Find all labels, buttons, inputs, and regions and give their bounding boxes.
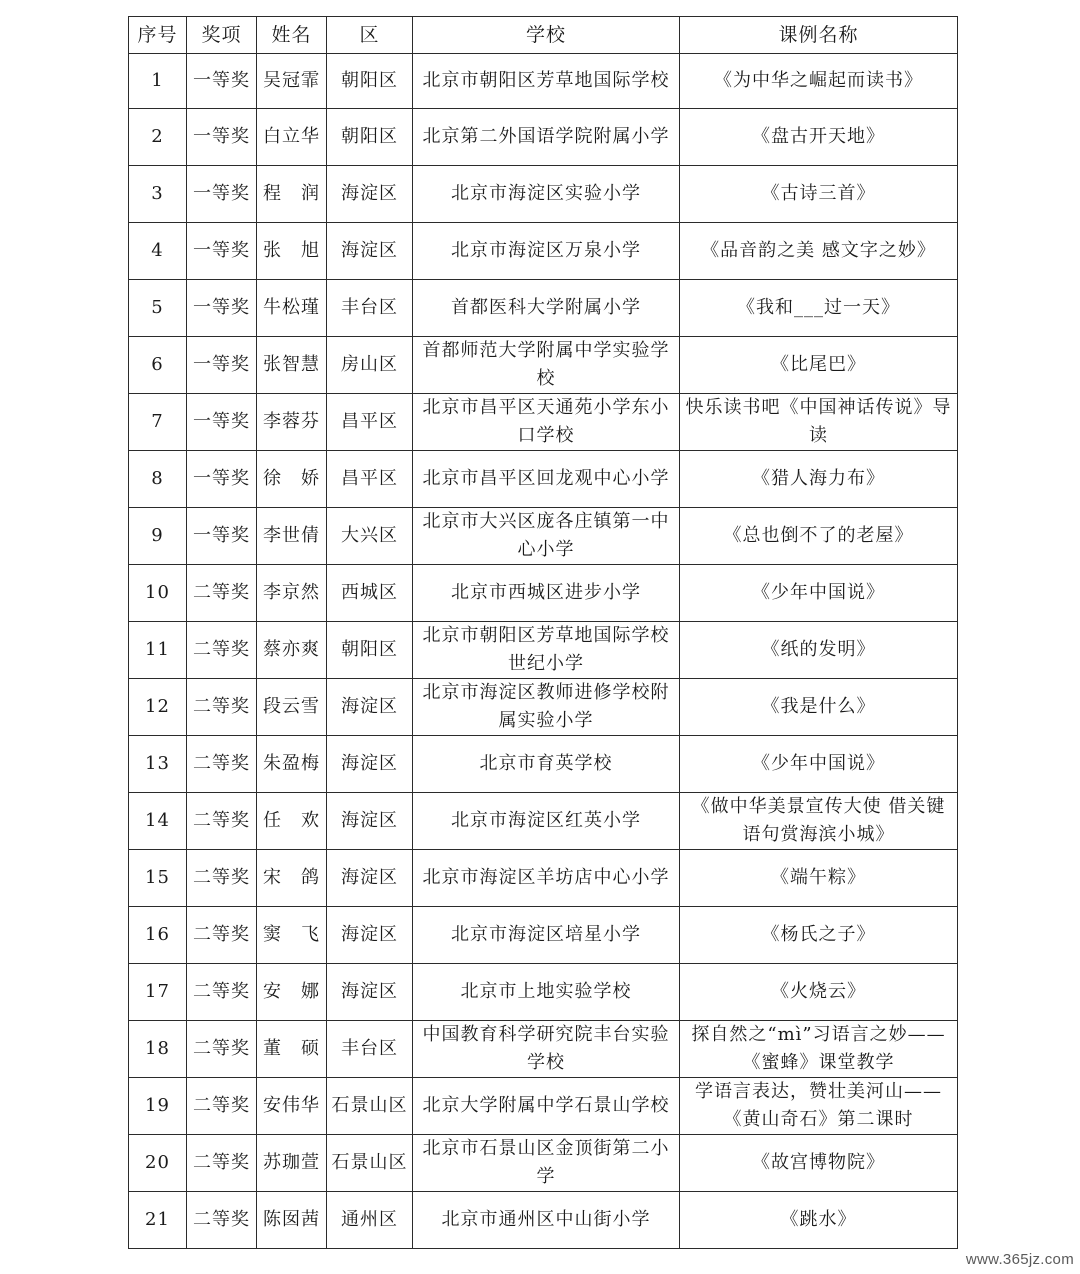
cell-name: 苏珈萱 [257, 1135, 327, 1192]
cell-district: 房山区 [327, 337, 413, 394]
header-school: 学校 [413, 17, 680, 54]
cell-name: 徐 娇 [257, 451, 327, 508]
cell-name: 安 娜 [257, 964, 327, 1021]
table-row [129, 565, 958, 622]
cell-lesson-title: 探自然之“mì”习语言之妙——《蜜蜂》课堂教学 [680, 1021, 958, 1078]
cell-serial: 14 [129, 793, 187, 850]
table-row [129, 337, 958, 394]
cell-district: 朝阳区 [327, 54, 413, 109]
cell-serial: 16 [129, 907, 187, 964]
header-award: 奖项 [187, 17, 257, 54]
cell-school: 北京市石景山区金顶街第二小学 [413, 1135, 680, 1192]
cell-district: 海淀区 [327, 850, 413, 907]
cell-school: 北京市海淀区羊坊店中心小学 [413, 850, 680, 907]
cell-award: 一等奖 [187, 337, 257, 394]
cell-award: 二等奖 [187, 679, 257, 736]
table-row [129, 679, 958, 736]
cell-award: 一等奖 [187, 109, 257, 166]
cell-serial: 6 [129, 337, 187, 394]
table-row [129, 964, 958, 1021]
cell-district: 石景山区 [327, 1135, 413, 1192]
cell-lesson-title: 《品音韵之美 感文字之妙》 [680, 223, 958, 280]
cell-award: 二等奖 [187, 793, 257, 850]
cell-award: 一等奖 [187, 166, 257, 223]
cell-award: 一等奖 [187, 223, 257, 280]
cell-school: 北京市昌平区天通苑小学东小口学校 [413, 394, 680, 451]
table-row [129, 850, 958, 907]
table-row [129, 1078, 958, 1135]
cell-lesson-title: 《盘古开天地》 [680, 109, 958, 166]
cell-school: 北京市西城区进步小学 [413, 565, 680, 622]
cell-name: 李京然 [257, 565, 327, 622]
cell-serial: 21 [129, 1192, 187, 1249]
cell-serial: 4 [129, 223, 187, 280]
cell-award: 二等奖 [187, 1078, 257, 1135]
cell-school: 中国教育科学研究院丰台实验学校 [413, 1021, 680, 1078]
table-row [129, 907, 958, 964]
cell-lesson-title: 《我和___过一天》 [680, 280, 958, 337]
cell-school: 北京市上地实验学校 [413, 964, 680, 1021]
cell-serial: 18 [129, 1021, 187, 1078]
cell-award: 二等奖 [187, 907, 257, 964]
cell-district: 朝阳区 [327, 109, 413, 166]
cell-name: 陈囡茜 [257, 1192, 327, 1249]
table-row [129, 736, 958, 793]
cell-award: 一等奖 [187, 394, 257, 451]
cell-lesson-title: 《杨氏之子》 [680, 907, 958, 964]
table-row [129, 451, 958, 508]
cell-lesson-title: 《做中华美景宣传大使 借关键语句赏海滨小城》 [680, 793, 958, 850]
cell-name: 朱盈梅 [257, 736, 327, 793]
table-row [129, 1135, 958, 1192]
cell-award: 一等奖 [187, 280, 257, 337]
cell-district: 石景山区 [327, 1078, 413, 1135]
cell-serial: 12 [129, 679, 187, 736]
cell-name: 吴冠霏 [257, 54, 327, 109]
cell-award: 一等奖 [187, 451, 257, 508]
cell-award: 二等奖 [187, 1135, 257, 1192]
cell-lesson-title: 学语言表达，赞壮美河山——《黄山奇石》第二课时 [680, 1078, 958, 1135]
cell-district: 海淀区 [327, 679, 413, 736]
cell-school: 北京市通州区中山街小学 [413, 1192, 680, 1249]
cell-district: 海淀区 [327, 907, 413, 964]
cell-name: 任 欢 [257, 793, 327, 850]
cell-district: 海淀区 [327, 223, 413, 280]
cell-award: 一等奖 [187, 54, 257, 109]
cell-school: 北京大学附属中学石景山学校 [413, 1078, 680, 1135]
cell-district: 海淀区 [327, 964, 413, 1021]
cell-name: 李世倩 [257, 508, 327, 565]
cell-school: 北京市朝阳区芳草地国际学校世纪小学 [413, 622, 680, 679]
cell-lesson-title: 《火烧云》 [680, 964, 958, 1021]
cell-school: 北京第二外国语学院附属小学 [413, 109, 680, 166]
cell-lesson-title: 《纸的发明》 [680, 622, 958, 679]
cell-district: 海淀区 [327, 166, 413, 223]
cell-serial: 1 [129, 54, 187, 109]
header-lesson-title: 课例名称 [680, 17, 958, 54]
cell-award: 二等奖 [187, 1192, 257, 1249]
cell-district: 昌平区 [327, 451, 413, 508]
cell-serial: 9 [129, 508, 187, 565]
cell-lesson-title: 《少年中国说》 [680, 565, 958, 622]
cell-serial: 3 [129, 166, 187, 223]
site-watermark: www.365jz.com [965, 1251, 1074, 1268]
cell-school: 北京市昌平区回龙观中心小学 [413, 451, 680, 508]
cell-district: 大兴区 [327, 508, 413, 565]
award-table [128, 16, 958, 1249]
cell-award: 二等奖 [187, 850, 257, 907]
cell-lesson-title: 《比尾巴》 [680, 337, 958, 394]
cell-district: 丰台区 [327, 280, 413, 337]
cell-award: 二等奖 [187, 622, 257, 679]
cell-serial: 11 [129, 622, 187, 679]
cell-serial: 10 [129, 565, 187, 622]
cell-school: 北京市朝阳区芳草地国际学校 [413, 54, 680, 109]
table-row [129, 54, 958, 109]
cell-school: 北京市海淀区红英小学 [413, 793, 680, 850]
table-body [129, 54, 958, 1249]
cell-lesson-title: 《我是什么》 [680, 679, 958, 736]
table-row [129, 166, 958, 223]
cell-name: 张智慧 [257, 337, 327, 394]
cell-serial: 19 [129, 1078, 187, 1135]
table-header [129, 17, 958, 54]
cell-school: 首都师范大学附属中学实验学校 [413, 337, 680, 394]
cell-lesson-title: 《古诗三首》 [680, 166, 958, 223]
cell-district: 西城区 [327, 565, 413, 622]
cell-name: 程 润 [257, 166, 327, 223]
cell-lesson-title: 《为中华之崛起而读书》 [680, 54, 958, 109]
cell-district: 朝阳区 [327, 622, 413, 679]
table-row [129, 223, 958, 280]
cell-name: 白立华 [257, 109, 327, 166]
cell-school: 北京市育英学校 [413, 736, 680, 793]
cell-school: 北京市海淀区实验小学 [413, 166, 680, 223]
cell-award: 一等奖 [187, 508, 257, 565]
cell-serial: 20 [129, 1135, 187, 1192]
cell-name: 张 旭 [257, 223, 327, 280]
cell-serial: 2 [129, 109, 187, 166]
cell-name: 安伟华 [257, 1078, 327, 1135]
cell-lesson-title: 快乐读书吧《中国神话传说》导读 [680, 394, 958, 451]
table-row [129, 109, 958, 166]
cell-serial: 15 [129, 850, 187, 907]
cell-award: 二等奖 [187, 736, 257, 793]
table-row [129, 1021, 958, 1078]
cell-school: 北京市海淀区万泉小学 [413, 223, 680, 280]
cell-lesson-title: 《猎人海力布》 [680, 451, 958, 508]
table-row [129, 793, 958, 850]
table-row [129, 508, 958, 565]
header-serial: 序号 [129, 17, 187, 54]
cell-lesson-title: 《故宫博物院》 [680, 1135, 958, 1192]
cell-school: 北京市海淀区教师进修学校附属实验小学 [413, 679, 680, 736]
cell-district: 通州区 [327, 1192, 413, 1249]
header-name: 姓名 [257, 17, 327, 54]
cell-name: 牛松瑾 [257, 280, 327, 337]
cell-award: 二等奖 [187, 964, 257, 1021]
cell-award: 二等奖 [187, 1021, 257, 1078]
cell-name: 蔡亦爽 [257, 622, 327, 679]
cell-serial: 17 [129, 964, 187, 1021]
cell-name: 窦 飞 [257, 907, 327, 964]
cell-serial: 13 [129, 736, 187, 793]
cell-award: 二等奖 [187, 565, 257, 622]
cell-serial: 8 [129, 451, 187, 508]
cell-school: 北京市海淀区培星小学 [413, 907, 680, 964]
cell-name: 段云雪 [257, 679, 327, 736]
cell-serial: 5 [129, 280, 187, 337]
header-district: 区 [327, 17, 413, 54]
table-row [129, 1192, 958, 1249]
cell-district: 昌平区 [327, 394, 413, 451]
cell-school: 首都医科大学附属小学 [413, 280, 680, 337]
cell-lesson-title: 《总也倒不了的老屋》 [680, 508, 958, 565]
cell-district: 海淀区 [327, 793, 413, 850]
table-row [129, 394, 958, 451]
cell-district: 海淀区 [327, 736, 413, 793]
cell-lesson-title: 《少年中国说》 [680, 736, 958, 793]
cell-serial: 7 [129, 394, 187, 451]
cell-lesson-title: 《端午粽》 [680, 850, 958, 907]
header-row [129, 17, 958, 54]
cell-name: 董 硕 [257, 1021, 327, 1078]
table-row [129, 622, 958, 679]
cell-name: 李蓉芬 [257, 394, 327, 451]
cell-name: 宋 鸽 [257, 850, 327, 907]
cell-school: 北京市大兴区庞各庄镇第一中心小学 [413, 508, 680, 565]
cell-lesson-title: 《跳水》 [680, 1192, 958, 1249]
cell-district: 丰台区 [327, 1021, 413, 1078]
table-row [129, 280, 958, 337]
